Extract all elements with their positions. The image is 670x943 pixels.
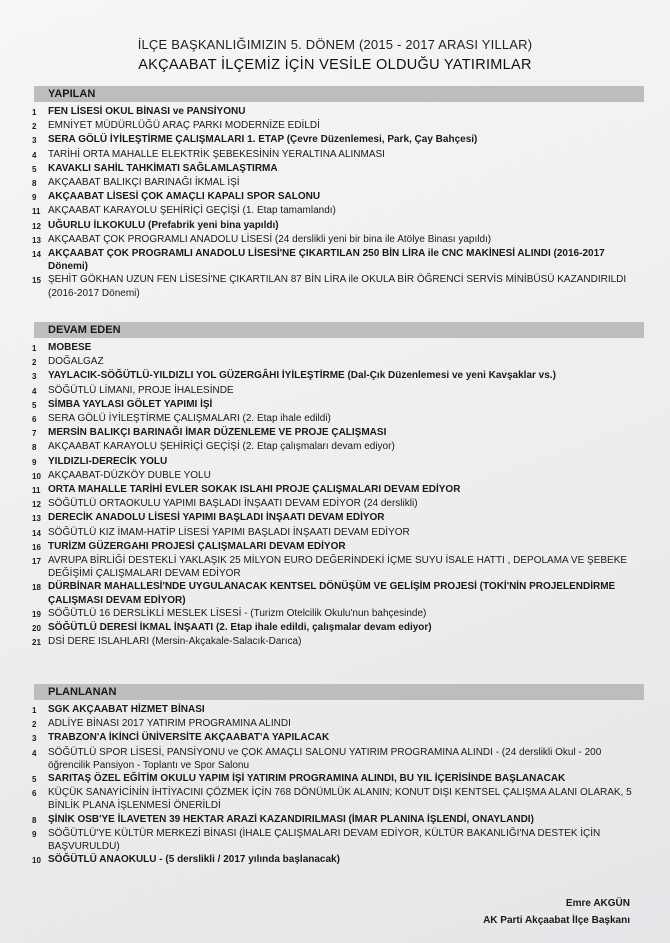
signature-block xyxy=(483,895,630,929)
section-heading-planlanan: PLANLANAN xyxy=(34,684,644,700)
item-number: 3 xyxy=(32,372,37,382)
list-item xyxy=(28,355,638,369)
item-text: YILDIZLI-DERECİK YOLU xyxy=(48,455,168,467)
list-item xyxy=(28,853,638,867)
item-text: SÖĞÜTLÜ DERESİ İKMAL İNŞAATI (2. Etap ihale edildi, çalışmalar devam ediyor) xyxy=(48,622,432,634)
item-text: SGK AKÇAABAT HİZMET BİNASI xyxy=(48,704,205,715)
item-text: AKÇAABAT KARAYOLU ŞEHİRİÇİ GEÇİŞİ (1. Etap tamamlandı) xyxy=(48,205,336,217)
document-header xyxy=(0,36,670,75)
item-number: 14 xyxy=(32,528,41,538)
list-item xyxy=(28,497,638,511)
item-text: AKÇAABAT ÇOK PROGRAMLI ANADOLU LİSESİ'NE ÇIKARTILAN 250 BİN LİRA ile CNC MAKİNESİ ALINDI (2016-2017 Dönemi) xyxy=(48,248,605,273)
item-text: SÖĞÜTLÜ'YE KÜLTÜR MERKEZİ BİNASI (İHALE ÇALIŞMALARI DEVAM EDİYOR, KÜLTÜR BAKANLIĞI'NA DESTEK İÇİN BAŞVURULDU) xyxy=(48,827,601,853)
item-number: 11 xyxy=(32,486,41,496)
item-list-devam-eden xyxy=(28,341,638,649)
item-text: SARITAŞ ÖZEL EĞİTİM OKULU YAPIM İŞİ YATIRIM PROGRAMINA ALINDI, BU YIL İÇERİSİNDE BAŞLANACAK xyxy=(48,773,566,785)
list-item xyxy=(28,772,638,786)
item-number: 2 xyxy=(32,358,37,368)
item-text: ORTA MAHALLE TARİHİ EVLER SOKAK ISLAHI PROJE ÇALIŞMALARI DEVAM EDİYOR xyxy=(48,484,461,496)
list-item xyxy=(28,176,638,190)
item-text: ADLİYE BİNASI 2017 YATIRIM PROGRAMINA ALINDI xyxy=(48,718,291,730)
list-item xyxy=(28,746,638,772)
item-number: 4 xyxy=(32,386,37,396)
item-text: MERSİN BALIKÇI BARINAĞI İMAR DÜZENLEME VE PROJE ÇALIŞMASI xyxy=(48,427,387,439)
item-text: DOĞALGAZ xyxy=(48,356,104,368)
item-number: 19 xyxy=(32,609,41,619)
list-item xyxy=(28,369,638,383)
item-text: AVRUPA BİRLİĞİ DESTEKLİ YAKLAŞIK 25 MİLYON EURO DEĞERİNDEKİ İÇME SUYU İSALE HATTI , DEPOLAMA VE ŞEBEKE DEĞİŞİMİ ÇALIŞMALARI DEVAM EDİYOR xyxy=(48,555,628,580)
item-number: 1 xyxy=(32,108,37,117)
section-yapilan xyxy=(28,86,638,300)
list-item xyxy=(28,731,638,745)
item-text: SERA GÖLÜ İYİLEŞTİRME ÇALIŞMALARI (2. Etap ihale edildi) xyxy=(48,413,331,425)
list-item xyxy=(28,204,638,218)
item-text: UĞURLU İLKOKULU (Prefabrik yeni bina yapıldı) xyxy=(48,219,279,231)
list-item xyxy=(28,469,638,483)
section-planlanan xyxy=(28,684,638,867)
list-item xyxy=(28,105,638,119)
item-text: SÖĞÜTLÜ ANAOKULU - (5 derslikli / 2017 yılında başlanacak) xyxy=(48,854,340,866)
item-number: 7 xyxy=(32,429,37,439)
item-number: 5 xyxy=(32,775,37,785)
item-number: 12 xyxy=(32,221,41,231)
item-number: 1 xyxy=(32,706,37,715)
list-item xyxy=(28,621,638,635)
item-text: AKÇAABAT BALIKÇI BARINAĞI İKMAL İŞİ xyxy=(48,177,240,189)
item-text: SERA GÖLÜ İYİLEŞTİRME ÇALIŞMALARI 1. ETAP (Çevre Düzenlemesi, Park, Çay Bahçesi) xyxy=(48,134,478,146)
item-number: 16 xyxy=(32,542,41,552)
list-item xyxy=(28,398,638,412)
item-number: 8 xyxy=(32,815,37,825)
item-number: 13 xyxy=(32,235,41,245)
section-heading-devam-eden: DEVAM EDEN xyxy=(34,322,644,338)
item-text: TARİHİ ORTA MAHALLE ELEKTRİK ŞEBEKESİNİN YERALTINA ALINMASI xyxy=(48,148,385,160)
item-text: AKÇAABAT-DÜZKÖY DUBLE YOLU xyxy=(48,469,211,481)
list-item xyxy=(28,190,638,204)
list-item xyxy=(28,813,638,827)
item-number: 9 xyxy=(32,193,37,203)
list-item xyxy=(28,827,638,853)
item-list-yapilan xyxy=(28,105,638,300)
list-item xyxy=(28,233,638,247)
item-number: 17 xyxy=(32,557,41,567)
list-item xyxy=(28,219,638,233)
list-item xyxy=(28,703,638,717)
list-item xyxy=(28,162,638,176)
item-number: 8 xyxy=(32,179,37,189)
item-text: ŞEHİT GÖKHAN UZUN FEN LİSESİ'NE ÇIKARTILAN 87 BİN LİRA ile OKULA BİR ÖĞRENCİ SERVİS MİNİBÜSÜ KAZANDIRILDI (2016-2017 Dönemi) xyxy=(48,274,627,299)
list-item xyxy=(28,384,638,398)
item-number: 18 xyxy=(32,583,41,593)
item-number: 3 xyxy=(32,734,37,744)
item-text: AKÇAABAT KARAYOLU ŞEHİRİÇİ GEÇİŞİ (2. Etap çalışmaları devam ediyor) xyxy=(48,441,395,453)
item-number: 3 xyxy=(32,136,37,146)
list-item xyxy=(28,526,638,540)
list-item xyxy=(28,580,638,606)
item-text: MOBESE xyxy=(48,342,92,353)
item-text: DERECİK ANADOLU LİSESİ YAPIMI BAŞLADI İNŞAATI DEVAM EDİYOR xyxy=(48,512,385,524)
item-number: 2 xyxy=(32,720,37,730)
document-title-line2: AKÇAABAT İLÇEMİZ İÇİN VESİLE OLDUĞU YATIRIMLAR xyxy=(138,57,532,73)
list-item xyxy=(28,483,638,497)
item-text: DSİ DERE ISLAHLARI (Mersin-Akçakale-Salacık-Darıca) xyxy=(48,636,302,648)
item-number: 14 xyxy=(32,250,41,260)
item-number: 11 xyxy=(32,207,41,217)
item-text: SÖĞÜTLÜ LİMANI, PROJE İHALESİNDE xyxy=(48,384,234,396)
list-item xyxy=(28,717,638,731)
item-number: 13 xyxy=(32,514,41,524)
list-item xyxy=(28,511,638,525)
item-text: ŞİNİK OSB'YE İLAVETEN 39 HEKTAR ARAZİ KAZANDIRILMASI (İMAR PLANINA İŞLENDİ, ONAYLANDI) xyxy=(48,813,534,825)
item-text: KAVAKLI SAHİL TAHKİMATI SAĞLAMLAŞTIRMA xyxy=(48,162,278,174)
item-number: 4 xyxy=(32,150,37,160)
item-text: AKÇAABAT ÇOK PROGRAMLI ANADOLU LİSESİ (24 derslikli yeni bir bina ile Atölye Binası yapıldı) xyxy=(48,233,492,245)
item-number: 21 xyxy=(32,638,41,648)
item-number: 5 xyxy=(32,400,37,410)
list-item xyxy=(28,786,638,812)
item-text: FEN LİSESİ OKUL BİNASI ve PANSİYONU xyxy=(48,106,246,117)
signature-title: AK Parti Akçaabat İlçe Başkanı xyxy=(483,915,630,926)
signature-name: Emre AKGÜN xyxy=(565,898,630,909)
item-text: SÖĞÜTLÜ 16 DERSLİKLİ MESLEK LİSESİ - (Turizm Otelcilik Okulu'nun bahçesinde) xyxy=(48,607,427,619)
list-item xyxy=(28,554,638,580)
item-text: KÜÇÜK SANAYİCİNİN İHTİYACINI ÇÖZMEK İÇİN 768 DÖNÜMLÜK ALANIN; KONUT DIŞI KENTSEL ÇALIŞMA ALANI OLARAK, 5 BİNLİK PLANA İŞLENMESİ ÖNERİLDİ xyxy=(48,787,632,812)
item-number: 6 xyxy=(32,789,37,799)
list-item xyxy=(28,607,638,621)
item-text: SİMBA YAYLASI GÖLET YAPIMI İŞİ xyxy=(48,398,213,410)
list-item xyxy=(28,148,638,162)
item-number: 8 xyxy=(32,443,37,453)
item-number: 20 xyxy=(32,624,41,634)
item-text: SÖĞÜTLÜ SPOR LİSESİ, PANSİYONU ve ÇOK AMAÇLI SALONU YATIRIM PROGRAMINA ALINDI - (24 derslikli Okul - 200 öğrencilik Pansiyon - Toplantı ve Spor Salonu xyxy=(48,746,602,771)
list-item xyxy=(28,635,638,649)
item-number: 15 xyxy=(32,276,41,286)
item-text: DÜRBİNAR MAHALLESİ'NDE UYGULANACAK KENTSEL DÖNÜŞÜM VE GELİŞİM PROJESİ (TOKİ'NİN PROJELENDİRME ÇALIŞMASI DEVAM EDİYOR) xyxy=(48,581,616,606)
item-text: TURİZM GÜZERGAHI PROJESİ ÇALIŞMALARI DEVAM EDİYOR xyxy=(48,540,346,552)
item-number: 1 xyxy=(32,344,37,353)
item-number: 9 xyxy=(32,457,37,467)
item-text: YAYLACIK-SÖĞÜTLÜ-YILDIZLI YOL GÜZERGÂHI İYİLEŞTİRME (Dal-Çık Düzenlemesi ve yeni Kavşaklar vs.) xyxy=(48,370,556,382)
section-devam-eden xyxy=(28,322,638,649)
document-title-line1: İLÇE BAŞKANLIĞIMIZIN 5. DÖNEM (2015 - 2017 ARASI YILLAR) xyxy=(137,37,533,52)
item-text: SÖĞÜTLÜ KIZ İMAM-HATİP LİSESİ YAPIMI BAŞLADI İNŞAATI DEVAM EDİYOR xyxy=(48,526,410,538)
list-item xyxy=(28,341,638,355)
list-item xyxy=(28,440,638,454)
item-number: 6 xyxy=(32,415,37,425)
item-number: 10 xyxy=(32,471,41,481)
item-text: SÖĞÜTLÜ ORTAOKULU YAPIMI BAŞLADI İNŞAATI DEVAM EDİYOR (24 derslikli) xyxy=(48,498,418,510)
list-item xyxy=(28,273,638,299)
list-item xyxy=(28,133,638,147)
list-item xyxy=(28,119,638,133)
item-number: 4 xyxy=(32,748,37,758)
item-list-planlanan xyxy=(28,703,638,867)
list-item xyxy=(28,426,638,440)
item-number: 9 xyxy=(32,829,37,839)
section-heading-yapilan: YAPILAN xyxy=(34,86,644,102)
list-item xyxy=(28,247,638,273)
list-item xyxy=(28,455,638,469)
list-item xyxy=(28,540,638,554)
item-text: EMNİYET MÜDÜRLÜĞÜ ARAÇ PARKI MODERNİZE EDİLDİ xyxy=(48,120,320,132)
item-number: 10 xyxy=(32,856,41,866)
item-text: AKÇAABAT LİSESİ ÇOK AMAÇLI KAPALI SPOR SALONU xyxy=(48,191,321,203)
item-number: 5 xyxy=(32,164,37,174)
item-text: TRABZON'A İKİNCİ ÜNİVERSİTE AKÇAABAT'A YAPILACAK xyxy=(48,732,330,744)
list-item xyxy=(28,412,638,426)
item-number: 12 xyxy=(32,500,41,510)
item-number: 2 xyxy=(32,122,37,132)
